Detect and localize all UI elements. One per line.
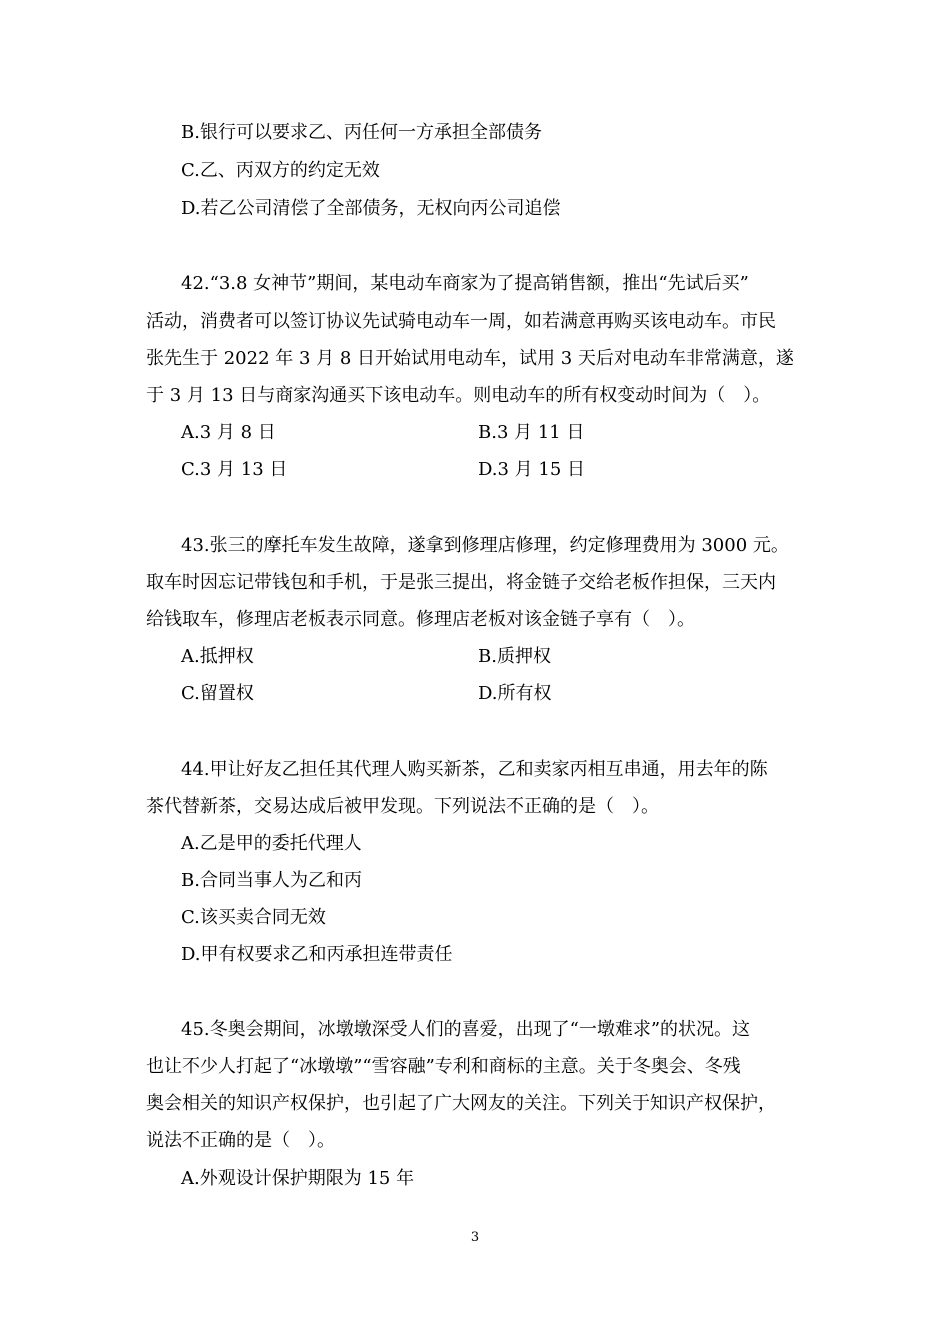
q43-option-a: A.抵押权: [181, 646, 254, 667]
q41-option-d: D.若乙公司清偿了全部债务，无权向丙公司追偿: [181, 198, 561, 219]
q44-option-c: C.该买卖合同无效: [181, 907, 326, 928]
q45-option-a: A.外观设计保护期限为 15 年: [181, 1168, 415, 1189]
q42-stem-line-2: 活动，消费者可以签订协议先试骑电动车一周，如若满意再购买该电动车。市民: [146, 311, 776, 332]
q43-stem-line-1: 43.张三的摩托车发生故障，遂拿到修理店修理，约定修理费用为 3000 元。: [181, 535, 789, 556]
q42-stem-line-1: 42.“3.8 女神节”期间，某电动车商家为了提高销售额，推出“先试后买”: [181, 273, 749, 294]
q42-option-d: D.3 月 15 日: [478, 459, 586, 480]
q44-stem-line-2: 茶代替新茶，交易达成后被甲发现。下列说法不正确的是（ ）。: [146, 796, 659, 817]
q43-stem-line-2: 取车时因忘记带钱包和手机，于是张三提出，将金链子交给老板作担保，三天内: [146, 572, 776, 593]
q45-stem-line-1: 45.冬奥会期间，冰墩墩深受人们的喜爱，出现了“一墩难求”的状况。这: [181, 1019, 751, 1040]
q43-option-b: B.质押权: [478, 646, 551, 667]
q42-stem-line-4: 于 3 月 13 日与商家沟通买下该电动车。则电动车的所有权变动时间为（ ）。: [146, 385, 771, 406]
q44-option-b: B.合同当事人为乙和丙: [181, 870, 362, 891]
page-number: 3: [470, 1230, 480, 1245]
q45-stem-line-3: 奥会相关的知识产权保护，也引起了广大网友的关注。下列关于知识产权保护，: [146, 1093, 776, 1114]
q43-stem-line-3: 给钱取车，修理店老板表示同意。修理店老板对该金链子享有（ ）。: [146, 609, 695, 630]
q42-stem-line-3: 张先生于 2022 年 3 月 8 日开始试用电动车，试用 3 天后对电动车非常满意，遂: [146, 348, 794, 369]
q44-stem-line-1: 44.甲让好友乙担任其代理人购买新茶，乙和卖家丙相互串通，用去年的陈: [181, 759, 768, 780]
q43-option-d: D.所有权: [478, 683, 552, 704]
q45-stem-line-2: 也让不少人打起了“冰墩墩”“雪容融”专利和商标的主意。关于冬奥会、冬残: [146, 1056, 741, 1077]
q41-option-c: C.乙、丙双方的约定无效: [181, 160, 380, 181]
q43-option-c: C.留置权: [181, 683, 254, 704]
q44-option-d: D.甲有权要求乙和丙承担连带责任: [181, 944, 453, 965]
q44-option-a: A.乙是甲的委托代理人: [181, 833, 362, 854]
q42-option-a: A.3 月 8 日: [181, 422, 276, 443]
q41-option-b: B.银行可以要求乙、丙任何一方承担全部债务: [181, 122, 542, 143]
q45-stem-line-4: 说法不正确的是（ ）。: [146, 1130, 335, 1151]
q42-option-c: C.3 月 13 日: [181, 459, 288, 480]
q42-option-b: B.3 月 11 日: [478, 422, 585, 443]
